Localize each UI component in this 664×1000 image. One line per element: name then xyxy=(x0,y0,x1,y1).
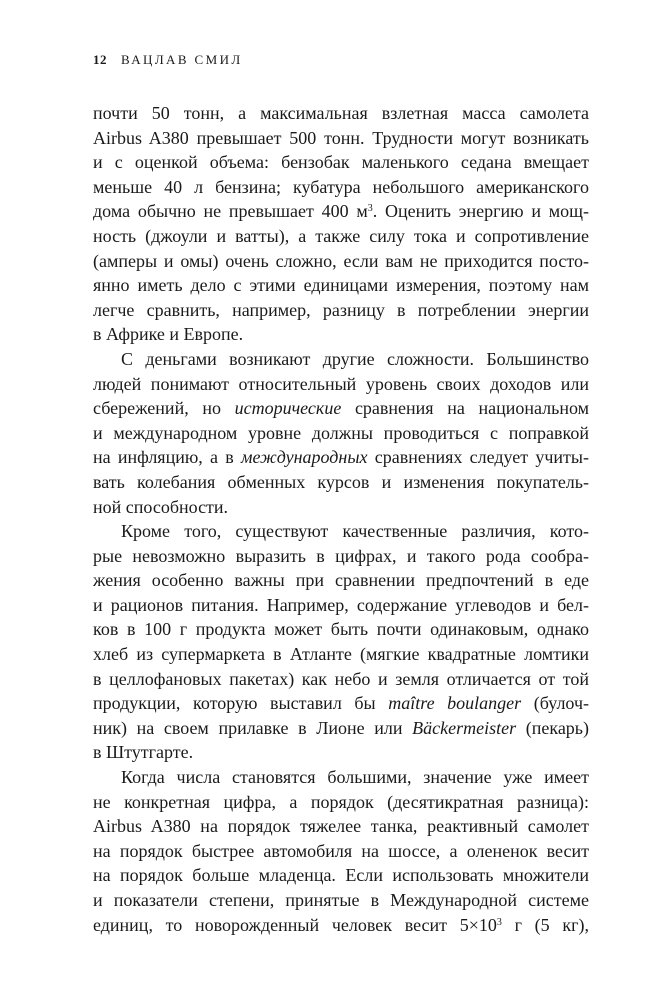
text-line xyxy=(93,101,589,126)
text-run: ник) на своем прилавке в Лионе или xyxy=(93,717,413,738)
text-line xyxy=(93,642,589,667)
text-run: не конкретная цифра, а порядок (десятикратная разница): xyxy=(93,791,589,812)
text-run: жения особенно важны при сравнении предпочтений в еде xyxy=(93,570,589,591)
text-line xyxy=(93,544,589,569)
text-run: легче сравнить, например, разницу в потреблении энергии xyxy=(93,299,589,320)
text-run: (пекарь) xyxy=(516,717,590,738)
text-run: в целлофановых пакетах) как небо и земля отличается от той xyxy=(93,668,589,689)
text-run: почти 50 тонн, а максимальная взлетная масса самолета xyxy=(93,103,589,123)
text-line xyxy=(93,445,589,470)
superscript: 3 xyxy=(496,916,502,928)
text-line xyxy=(93,863,589,888)
italic-term: maître boulanger xyxy=(388,693,522,714)
text-line xyxy=(93,298,589,323)
text-line xyxy=(93,470,589,495)
text-line xyxy=(93,249,589,274)
text-line xyxy=(93,347,589,372)
text-line xyxy=(93,593,589,618)
text-run: Кроме того, существуют качественные различия, кото- xyxy=(121,521,589,542)
text-line xyxy=(93,888,589,913)
text-line xyxy=(93,322,589,347)
text-line xyxy=(93,175,589,200)
paragraph xyxy=(93,519,589,765)
text-run: хлеб из супермаркета в Атланте (мягкие квадратные ломтики xyxy=(93,644,589,665)
text-run: меньше 40 л бензина; кубатура небольшого американского xyxy=(93,176,589,197)
text-run: вать колебания обменных курсов и изменения покупатель- xyxy=(93,471,589,492)
page-number: 12 xyxy=(93,52,107,67)
text-run: дома обычно не превышает 400 м xyxy=(93,201,368,222)
text-line xyxy=(93,839,589,864)
text-run: сравнениях следует учиты- xyxy=(367,447,589,468)
text-line xyxy=(93,913,589,938)
text-run: единиц, то новорожденный человек весит 5×10 xyxy=(93,914,497,935)
text-run: Airbus A380 превышает 500 тонн. Трудности могут возникать xyxy=(93,127,589,148)
text-line xyxy=(93,740,589,765)
text-line xyxy=(93,224,589,249)
text-run: сравнения на национальном xyxy=(341,398,589,419)
text-run: (амперы и омы) очень сложно, если вам не приходится посто- xyxy=(93,250,589,271)
text-run: ность (джоули и ватты), а также силу тока и сопротивление xyxy=(93,225,589,246)
text-run: рые невозможно выразить в цифрах, и такого рода сообра- xyxy=(93,545,589,566)
text-line xyxy=(93,568,589,593)
text-line xyxy=(93,667,589,692)
italic-term: международных xyxy=(240,447,368,468)
text-run: сбережений, но xyxy=(93,398,235,419)
text-line xyxy=(93,273,589,298)
text-line xyxy=(93,814,589,839)
text-run: ков в 100 г продукта может быть почти одинаковым, однако xyxy=(93,619,589,640)
text-line xyxy=(93,126,589,151)
italic-term: Bäckermeister xyxy=(412,717,517,738)
text-line xyxy=(93,691,589,716)
text-line xyxy=(93,421,589,446)
text-run: людей понимают относительный уровень своих доходов или xyxy=(93,373,589,394)
text-run: на порядок быстрее автомобиля на шоссе, а олененок весит xyxy=(93,840,589,861)
text-run: на порядок больше младенца. Если использовать множители xyxy=(93,865,589,886)
text-run: г (5 кг), xyxy=(501,914,589,935)
text-line xyxy=(93,790,589,815)
text-line xyxy=(93,716,589,741)
text-run: и с оценкой объема: бензобак маленького седана вмещает xyxy=(93,152,589,173)
text-run: (булоч- xyxy=(521,693,590,714)
running-head xyxy=(93,52,243,68)
superscript: 3 xyxy=(367,203,373,215)
body-text xyxy=(93,101,589,937)
text-run: янно иметь дело с этими единицами измерения, поэтому нам xyxy=(93,275,589,296)
text-run: и показатели степени, принятые в Международной системе xyxy=(93,890,589,910)
text-run: и международном уровне должны проводиться с поправкой xyxy=(93,422,589,443)
text-run: продукции, которую выставил бы xyxy=(93,693,389,714)
text-run: ной способности. xyxy=(93,496,229,517)
text-run: . Оценить энергию и мощ- xyxy=(372,201,589,222)
paragraph xyxy=(93,347,589,519)
paragraph xyxy=(93,765,589,937)
text-run: на инфляцию, а в xyxy=(93,447,241,468)
text-line xyxy=(93,199,589,224)
text-line xyxy=(93,150,589,175)
text-run: в Штутгарте. xyxy=(93,742,194,763)
paragraph xyxy=(93,101,589,347)
text-line xyxy=(93,617,589,642)
text-line xyxy=(93,765,589,790)
author-name: ВАЦЛАВ СМИЛ xyxy=(121,52,243,67)
italic-term: исторические xyxy=(234,398,342,419)
text-run: и рационов питания. Например, содержание углеводов и бел- xyxy=(93,594,589,615)
text-run: С деньгами возникают другие сложности. Большинство xyxy=(121,348,589,369)
text-line xyxy=(93,519,589,544)
text-line xyxy=(93,495,589,520)
text-line xyxy=(93,372,589,397)
text-run: в Африке и Европе. xyxy=(93,324,244,345)
text-line xyxy=(93,396,589,421)
text-run: Когда числа становятся большими, значение уже имеет xyxy=(121,767,589,788)
text-run: Airbus A380 на порядок тяжелее танка, реактивный самолет xyxy=(93,816,589,837)
